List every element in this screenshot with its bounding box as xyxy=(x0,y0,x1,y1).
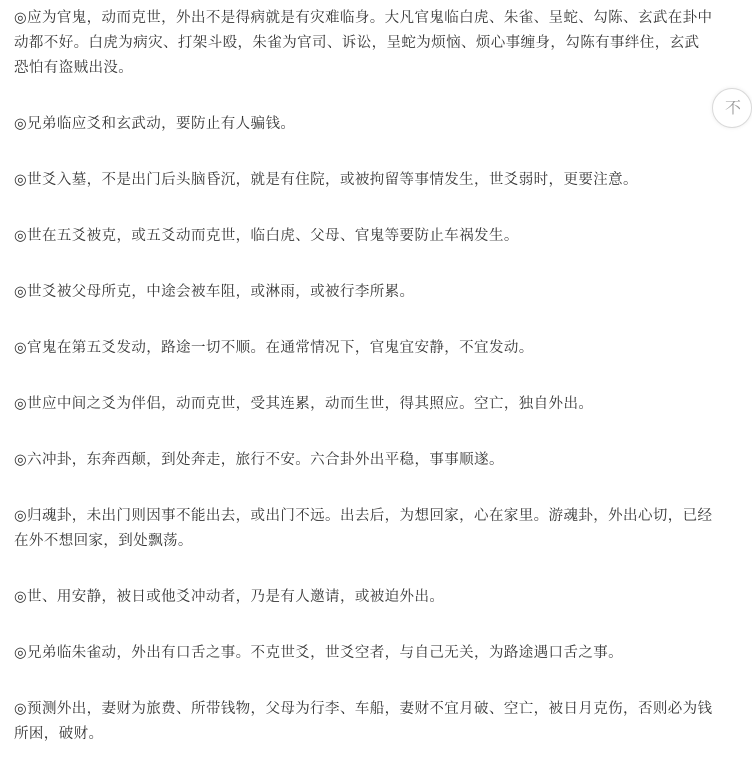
paragraph-5: ◎世爻被父母所克，中途会被车阻，或淋雨，或被行李所累。 xyxy=(14,284,415,300)
paragraph-8: ◎六冲卦，东奔西颠，到处奔走，旅行不安。六合卦外出平稳，事事顺遂。 xyxy=(14,452,504,468)
paragraph-4: ◎世在五爻被克，或五爻动而克世，临白虎、父母、官鬼等要防止车祸发生。 xyxy=(14,228,519,244)
paragraph-10: ◎世、用安静，被日或他爻冲动者，乃是有人邀请，或被迫外出。 xyxy=(14,589,445,605)
paragraph-6: ◎官鬼在第五爻发动，路途一切不顺。在通常情况下，官鬼宜安静，不宜发动。 xyxy=(14,340,534,356)
paragraph-2: ◎兄弟临应爻和玄武动，要防止有人骗钱。 xyxy=(14,116,296,132)
article-body xyxy=(14,6,714,778)
paragraph-3: ◎世爻入墓，不是出门后头脑昏沉，就是有住院，或被拘留等事情发生，世爻弱时，更要注意。 xyxy=(14,172,638,188)
scroll-top-icon: 不 xyxy=(725,98,742,117)
scroll-top-button[interactable] xyxy=(712,88,752,128)
paragraph-1: ◎应为官鬼，动而克世，外出不是得病就是有灾难临身。大凡官鬼临白虎、朱雀、呈蛇、勾陈、玄武在卦中动都不好。白虎为病灾、打架斗殴，朱雀为官司、诉讼，呈蛇为烦恼、烦心事缠身，勾陈有事绊住，玄武恐怕有盗贼出没。 xyxy=(14,10,713,76)
paragraph-11: ◎兄弟临朱雀动，外出有口舌之事。不克世爻，世爻空者，与自己无关，为路途遇口舌之事。 xyxy=(14,645,624,661)
paragraph-12: ◎预测外出，妻财为旅费、所带钱物，父母为行李、车船，妻财不宜月破、空亡，被日月克伤，否则必为钱所困，破财。 xyxy=(14,701,713,742)
paragraph-7: ◎世应中间之爻为伴侣，动而克世，受其连累，动而生世，得其照应。空亡，独自外出。 xyxy=(14,396,594,412)
paragraph-9: ◎归魂卦，未出门则因事不能出去，或出门不远。出去后，为想回家，心在家里。游魂卦，外出心切，已经在外不想回家，到处飘荡。 xyxy=(14,508,713,549)
